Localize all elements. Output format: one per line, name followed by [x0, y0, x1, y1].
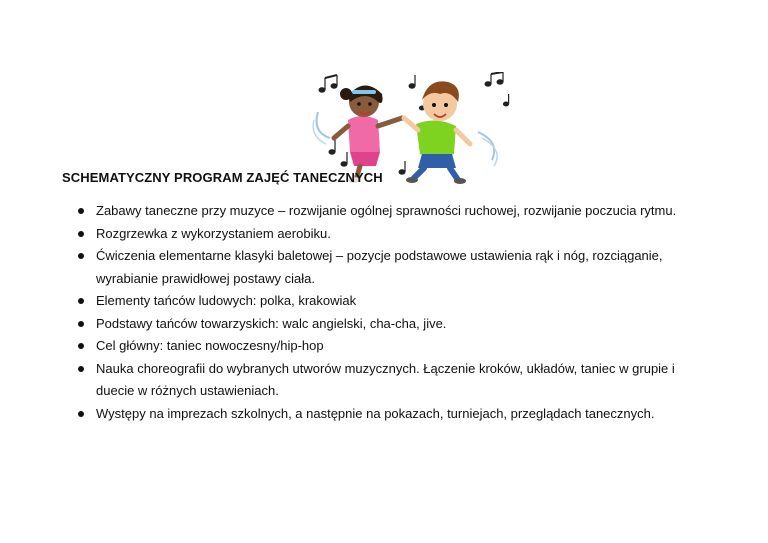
bullet-icon — [78, 298, 84, 304]
bullet-icon — [78, 253, 84, 259]
list-item — [76, 223, 716, 246]
list-item — [76, 200, 716, 223]
program-list — [76, 200, 716, 425]
list-item — [76, 358, 716, 403]
list-item — [76, 335, 716, 358]
dancing-children-illustration — [310, 72, 520, 184]
list-item-text: Zabawy taneczne przy muzyce – rozwijanie ogólnej sprawności ruchowej, rozwijanie poczucia rytmu. — [96, 203, 677, 218]
bullet-icon — [78, 343, 84, 349]
list-item-text: Rozgrzewka z wykorzystaniem aerobiku. — [96, 225, 331, 241]
list-item-text: Cel główny: taniec nowoczesny/hip-hop — [96, 338, 324, 353]
bullet-icon — [78, 411, 84, 417]
bullet-icon — [78, 366, 84, 372]
list-item — [76, 290, 716, 313]
list-item-text: Ćwiczenia elementarne klasyki baletowej – pozycje podstawowe ustawienia rąk i nóg, rozciąganie, wyrabianie prawidłowej postawy ciała. — [96, 248, 663, 286]
list-item — [76, 313, 716, 336]
bullet-icon — [78, 321, 84, 327]
bullet-icon — [78, 208, 84, 214]
list-item-text: Elementy tańców ludowych: polka, krakowiak — [96, 293, 357, 308]
list-item-text: Podstawy tańców towarzyskich: walc angielski, cha-cha, jive. — [96, 315, 447, 331]
list-item-text: Występy na imprezach szkolnych, a następnie na pokazach, turniejach, przeglądach tanecznych. — [96, 405, 655, 421]
list-item-text: Nauka choreografii do wybranych utworów muzycznych. Łączenie kroków, układów, taniec w grupie i duecie w różnych ustawieniach. — [96, 360, 675, 398]
bullet-icon — [78, 231, 84, 237]
list-item — [76, 245, 716, 290]
document-title: SCHEMATYCZNY PROGRAM ZAJĘĆ TANECZNYCH — [62, 170, 383, 185]
list-item — [76, 403, 716, 426]
